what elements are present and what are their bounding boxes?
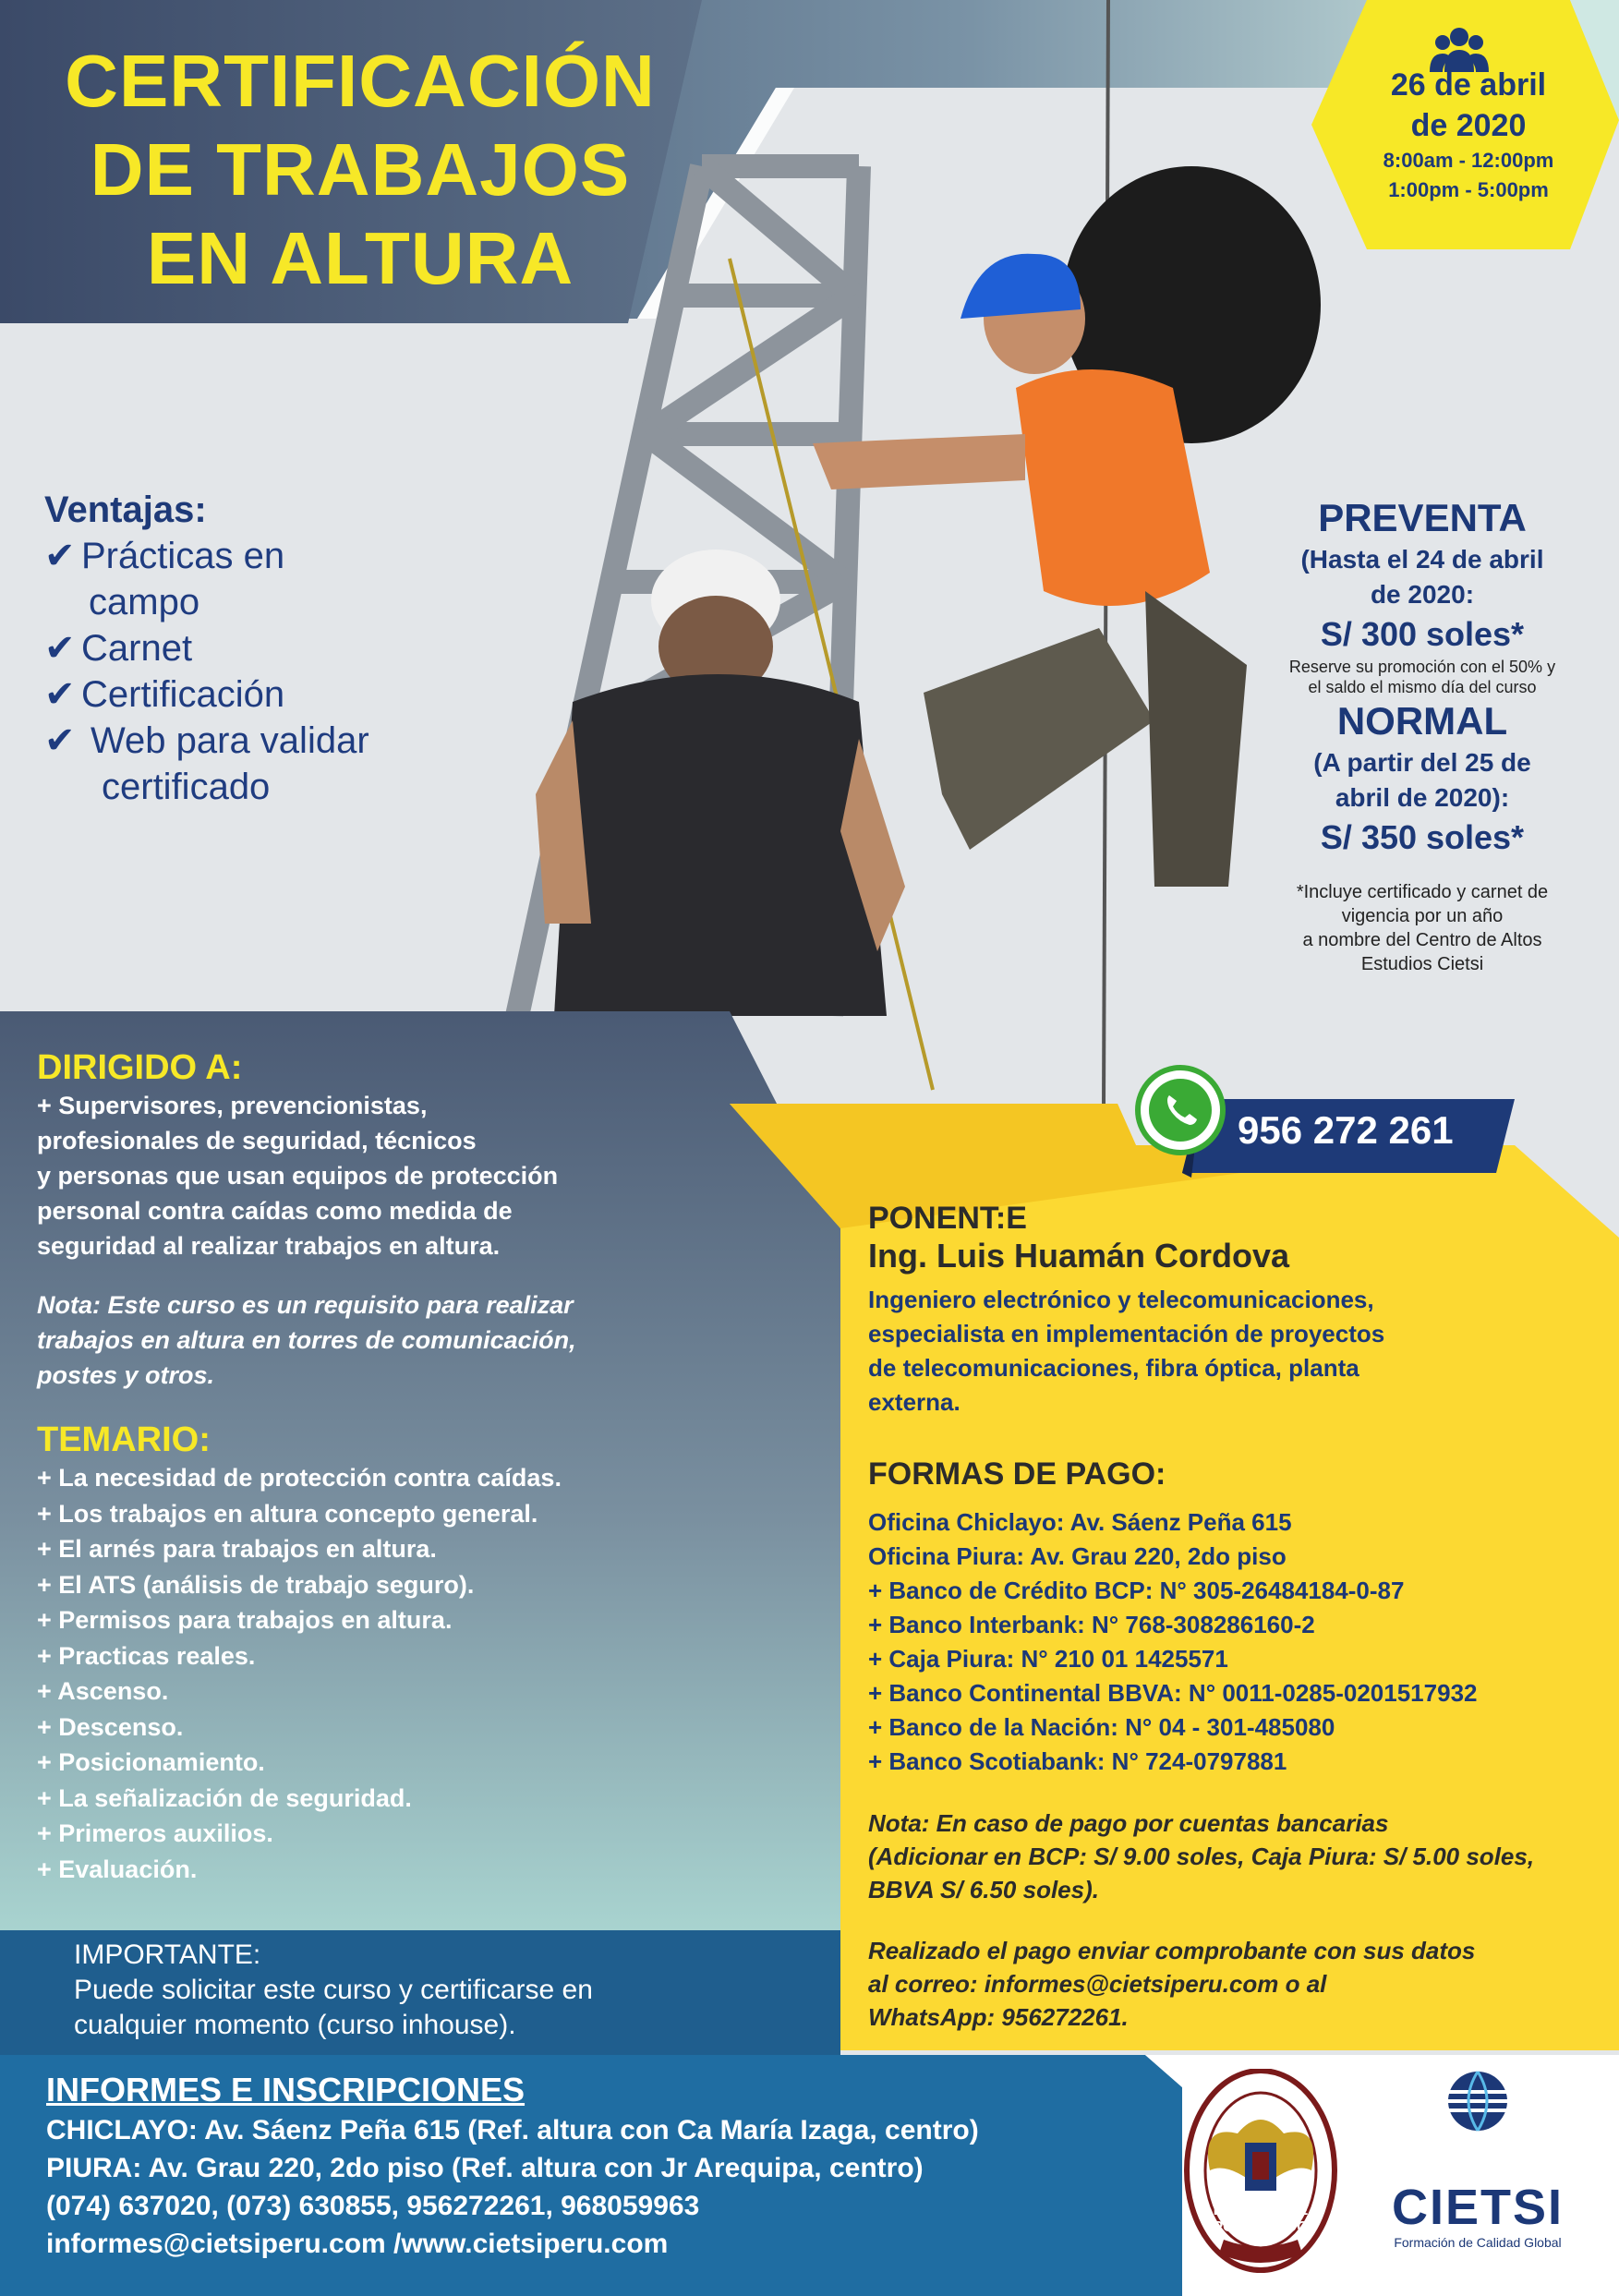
pago-note: BBVA S/ 6.50 soles). <box>868 1876 1099 1903</box>
pago-send: al correo: informes@cietsiperu.com o al <box>868 1970 1327 1998</box>
footer-address-chiclayo: CHICLAYO: Av. Sáenz Peña 615 (Ref. altura con Ca María Izaga, centro) <box>46 2115 979 2145</box>
ventaja-item <box>44 718 451 764</box>
temario-item: + Practicas reales. <box>37 1641 256 1670</box>
temario-item: + Los trabajos en altura concepto general. <box>37 1499 538 1528</box>
pago-heading: FORMAS DE PAGO: <box>868 1456 1166 1492</box>
ventajas-heading: Ventajas: <box>44 489 207 530</box>
footer-web[interactable]: informes@cietsiperu.com /www.cietsiperu.com <box>46 2229 669 2259</box>
pago-note: (Adicionar en BCP: S/ 9.00 soles, Caja Piura: S/ 5.00 soles, <box>868 1843 1535 1870</box>
price-footnote: *Incluye certificado y carnet de <box>1296 882 1549 902</box>
check-icon: ✔ <box>44 628 76 669</box>
pago-line: + Banco de la Nación: N° 04 - 301-485080 <box>868 1713 1335 1741</box>
cietsi-wordmark: CIETSI <box>1391 2180 1565 2235</box>
ventajas-section <box>44 489 451 810</box>
pago-send: Realizado el pago enviar comprobante con sus datos <box>868 1937 1476 1964</box>
ponente-line: especialista en implementación de proyectos <box>868 1320 1385 1347</box>
importante-heading: IMPORTANTE: <box>74 1940 261 1970</box>
date-line-1: 26 de abril <box>1390 67 1547 103</box>
temario-item: + El arnés para trabajos en altura. <box>37 1535 437 1563</box>
footer-phones: (074) 637020, (073) 630855, 956272261, 968059963 <box>46 2191 700 2221</box>
pago-line: + Banco Scotiabank: N° 724-0797881 <box>868 1747 1287 1775</box>
price-footnote: a nombre del Centro de Altos <box>1302 930 1542 950</box>
ventaja-text: certificado <box>102 767 271 807</box>
temario-item: + Permisos para trabajos en altura. <box>37 1606 453 1634</box>
preventa-heading: PREVENTA <box>1318 496 1527 539</box>
check-icon: ✔ <box>44 674 76 715</box>
check-icon: ✔ <box>44 720 76 761</box>
ventaja-text: Web para validar <box>91 720 369 761</box>
temario-item: + Ascenso. <box>37 1677 169 1705</box>
dirigido-heading: DIRIGIDO A: <box>37 1048 243 1087</box>
importante-box <box>74 1938 702 2043</box>
left-info-panel <box>37 1048 748 1887</box>
footer-address-piura: PIURA: Av. Grau 220, 2do piso (Ref. altura con Jr Arequipa, centro) <box>46 2153 924 2183</box>
cietsi-tagline: Formación de Calidad Global <box>1394 2235 1562 2250</box>
ponente-line: Ingeniero electrónico y telecomunicaciones, <box>868 1286 1374 1313</box>
temario-item: + El ATS (análisis de trabajo seguro). <box>37 1570 475 1599</box>
temario-heading: TEMARIO: <box>37 1420 211 1459</box>
dirigido-note: Nota: Este curso es un requisito para realizar <box>37 1291 574 1319</box>
ventaja-text: Carnet <box>81 628 193 669</box>
preventa-price: S/ 300 soles* <box>1320 615 1525 653</box>
pago-line: Oficina Chiclayo: Av. Sáenz Peña 615 <box>868 1508 1292 1536</box>
title-line-2: DE TRABAJOS <box>90 128 631 211</box>
pricing-section <box>1265 494 1579 976</box>
dirigido-line: y personas que usan equipos de protección <box>37 1162 559 1190</box>
whatsapp-number[interactable]: 956 272 261 <box>1238 1108 1454 1152</box>
temario-item: + Evaluación. <box>37 1855 198 1883</box>
check-icon: ✔ <box>44 536 76 576</box>
normal-heading: NORMAL <box>1336 699 1508 743</box>
ventaja-item-cont <box>44 764 451 810</box>
dirigido-line: personal contra caídas como medida de <box>37 1197 513 1225</box>
reserve-note: el saldo el mismo día del curso <box>1308 678 1537 696</box>
footer-heading: INFORMES E INSCRIPCIONES <box>46 2071 526 2109</box>
title-line-1: CERTIFICACIÓN <box>65 40 656 122</box>
preventa-condition: (Hasta el 24 de abril <box>1300 545 1544 574</box>
ventaja-item-cont <box>44 579 451 625</box>
dirigido-note: trabajos en altura en torres de comunicación, <box>37 1326 576 1354</box>
pago-line: Oficina Piura: Av. Grau 220, 2do piso <box>868 1542 1287 1570</box>
temario-item: + La necesidad de protección contra caídas. <box>37 1464 562 1492</box>
pago-line: + Banco de Crédito BCP: N° 305-26484184-0-87 <box>868 1577 1405 1604</box>
temario-item: + Posicionamiento. <box>37 1748 265 1776</box>
event-date <box>1358 65 1579 205</box>
normal-condition: (A partir del 25 de <box>1313 748 1531 777</box>
dirigido-line: + Supervisores, prevencionistas, <box>37 1092 428 1119</box>
ponente-line: externa. <box>868 1388 961 1416</box>
pago-send: WhatsApp: 956272261. <box>868 2003 1129 2031</box>
importante-line: cualquier momento (curso inhouse). <box>74 2010 516 2040</box>
reserve-note: Reserve su promoción con el 50% y <box>1288 658 1556 676</box>
temario-item: + Descenso. <box>37 1712 184 1741</box>
ventaja-item <box>44 671 451 718</box>
pago-line: + Banco Continental BBVA: N° 0011-0285-0201517932 <box>868 1679 1478 1707</box>
ventaja-item <box>44 533 451 579</box>
time-slot-1: 8:00am - 12:00pm <box>1383 149 1554 172</box>
seal-caption: ESCUELA DE POSTGRADO <box>1213 2203 1309 2235</box>
date-line-2: de 2020 <box>1410 108 1527 143</box>
university-seal-logo <box>1182 2069 1339 2281</box>
pago-line: + Banco Interbank: N° 768-308286160-2 <box>868 1611 1315 1638</box>
preventa-condition: de 2020: <box>1370 580 1475 609</box>
ventaja-item <box>44 625 451 671</box>
ventaja-text: Prácticas en <box>81 536 285 576</box>
temario-item: + Primeros auxilios. <box>37 1819 273 1847</box>
ponente-heading: PONENT:E <box>868 1201 1027 1236</box>
page-title <box>37 37 683 303</box>
importante-line: Puede solicitar este curso y certificarse en <box>74 1975 593 2005</box>
title-line-3: EN ALTURA <box>146 217 574 299</box>
pago-note: Nota: En caso de pago por cuentas bancarias <box>868 1809 1389 1837</box>
dirigido-line: profesionales de seguridad, técnicos <box>37 1127 477 1154</box>
price-footnote: vigencia por un año <box>1341 906 1504 926</box>
cietsi-logo <box>1385 2124 1570 2250</box>
time-slot-2: 1:00pm - 5:00pm <box>1388 178 1549 201</box>
dirigido-note: postes y otros. <box>37 1361 215 1389</box>
normal-price: S/ 350 soles* <box>1320 818 1525 856</box>
ventaja-text: Certificación <box>81 674 285 715</box>
whatsapp-icon[interactable] <box>1134 1064 1226 1156</box>
pago-line: + Caja Piura: N° 210 01 1425571 <box>868 1645 1228 1673</box>
right-info-panel <box>868 1201 1570 2034</box>
footer-contact <box>46 2069 1154 2263</box>
dirigido-line: seguridad al realizar trabajos en altura. <box>37 1232 501 1260</box>
ponente-name: Ing. Luis Huamán Cordova <box>868 1237 1290 1275</box>
price-footnote: Estudios Cietsi <box>1360 954 1484 974</box>
normal-condition: abril de 2020): <box>1335 783 1510 812</box>
temario-item: + La señalización de seguridad. <box>37 1783 412 1812</box>
ventaja-text: campo <box>89 582 200 622</box>
ponente-line: de telecomunicaciones, fibra óptica, planta <box>868 1354 1359 1382</box>
